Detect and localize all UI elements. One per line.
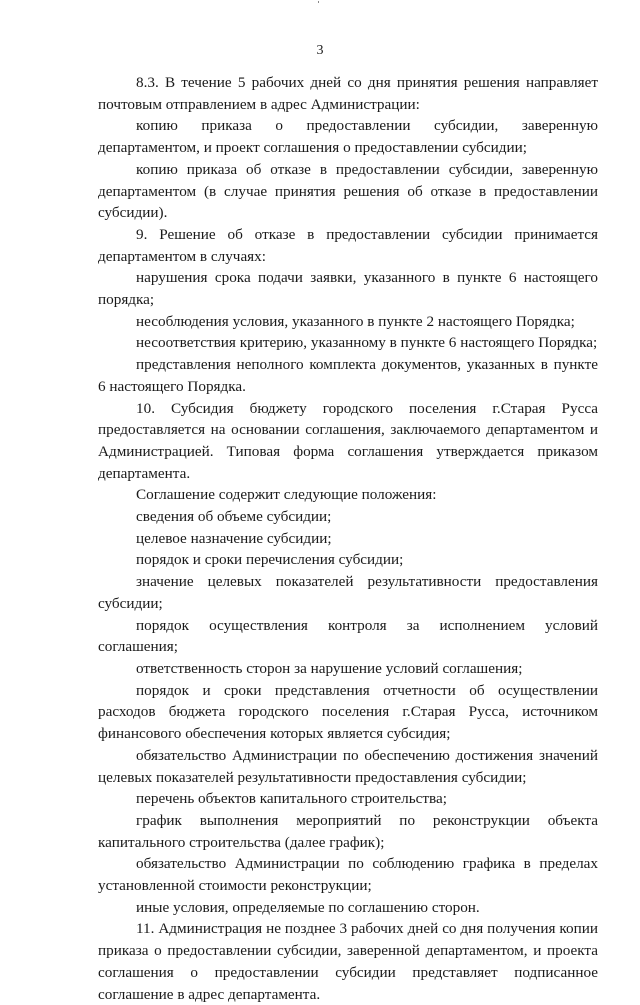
list-item: порядок осуществления контроля за исполнением условий соглашения;	[98, 616, 598, 656]
list-item: нарушения срока подачи заявки, указанного в пункте 6 настоящего порядка;	[98, 269, 598, 309]
list-item: перечень объектов капитального строительства;	[136, 790, 447, 808]
list-item: иные условия, определяемые по соглашению сторон.	[136, 898, 480, 916]
paragraph-11: 11. Администрация не позднее 3 рабочих дней со дня получения копии приказа о предоставлении субсидии, заверенной департаментом, и проекта соглашения о предоставлении субсидии представляет подписанное соглашение в адрес департамента.	[98, 920, 598, 1003]
page-number: 3	[316, 43, 324, 58]
list-item: несоответствия критерию, указанному в пункте 6 настоящего Порядка;	[136, 334, 598, 352]
list-item: представления неполного комплекта документов, указанных в пункте 6 настоящего Порядка.	[98, 356, 598, 395]
paragraph-9: 9. Решение об отказе в предоставлении субсидии принимается департаментом в случаях:	[98, 225, 598, 265]
list-item: несоблюдения условия, указанного в пункте 2 настоящего Порядка;	[136, 312, 575, 330]
paragraph-10: 10. Субсидия бюджету городского поселения г.Старая Русса предоставляется на основании соглашения, заключаемого департаментом и Администрацией. Типовая форма соглашения утверждается приказом департамента.	[98, 399, 598, 482]
scan-mark	[318, 1, 319, 3]
document-body	[98, 72, 598, 1005]
list-item: порядок и сроки представления отчетности об осуществлении расходов бюджета городского поселения г.Старая Русса, источником финансового обеспечения которых является субсидия;	[98, 681, 598, 743]
list-item: ответственность сторон за нарушение условий соглашения;	[136, 659, 523, 677]
paragraph-copy-order-grant: копию приказа о предоставлении субсидии, заверенную департаментом, и проект соглашения о предоставлении субсидии;	[98, 117, 598, 157]
list-item: целевое назначение субсидии;	[136, 529, 332, 547]
paragraph-agreement-intro: Соглашение содержит следующие положения:	[136, 486, 437, 504]
list-item: график выполнения мероприятий по реконструкции объекта капитального строительства (далее график);	[98, 811, 598, 851]
list-item: сведения об объеме субсидии;	[136, 508, 332, 526]
list-item: порядок и сроки перечисления субсидии;	[136, 551, 404, 569]
list-item: обязательство Администрации по обеспечению достижения значений целевых показателей результативности предоставления субсидии;	[98, 746, 598, 786]
paragraph-8-3: 8.3. В течение 5 рабочих дней со дня принятия решения направляет почтовым отправлением в адрес Администрации:	[98, 74, 598, 113]
paragraph-copy-order-refusal: копию приказа об отказе в предоставлении субсидии, заверенную департаментом (в случае принятия решения об отказе в предоставлении субсидии).	[98, 160, 598, 222]
list-item: обязательство Администрации по соблюдению графика в пределах установленной стоимости реконструкции;	[98, 855, 598, 895]
list-item: значение целевых показателей результативности предоставления субсидии;	[98, 573, 598, 612]
